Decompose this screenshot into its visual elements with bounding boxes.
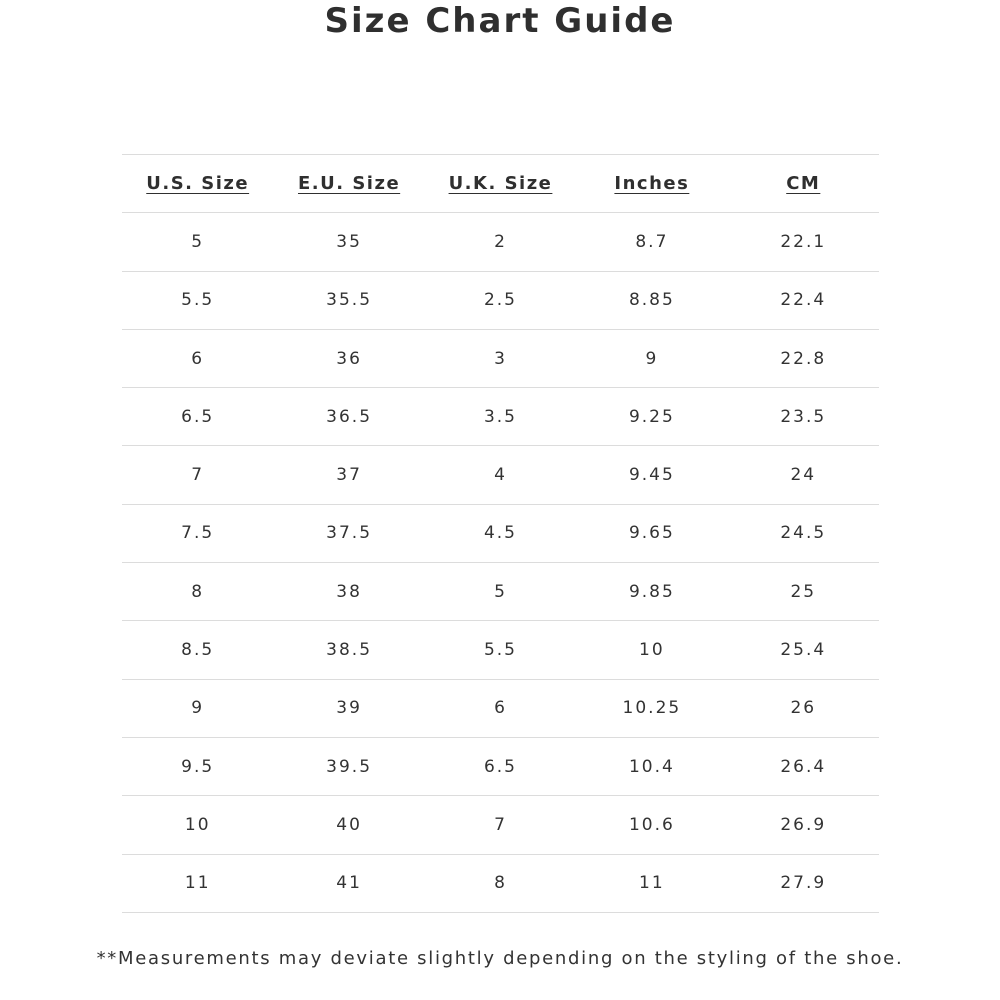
- header-inches: Inches: [576, 155, 727, 213]
- cell-uk-size: 6.5: [425, 737, 576, 795]
- table-row: [122, 737, 879, 795]
- cell-inches: 9.25: [576, 388, 727, 446]
- page-title: Size Chart Guide: [324, 1, 676, 41]
- cell-inches: 8.85: [576, 271, 727, 329]
- cell-uk-size: 6: [425, 679, 576, 737]
- cell-us-size: 9: [122, 679, 273, 737]
- cell-eu-size: 37.5: [273, 504, 424, 562]
- cell-eu-size: 35.5: [273, 271, 424, 329]
- cell-inches: 8.7: [576, 213, 727, 271]
- cell-us-size: 9.5: [122, 737, 273, 795]
- table-row: [122, 679, 879, 737]
- cell-us-size: 6.5: [122, 388, 273, 446]
- cell-us-size: 5: [122, 213, 273, 271]
- header-us-size: U.S. Size: [122, 155, 273, 213]
- cell-us-size: 11: [122, 854, 273, 912]
- cell-cm: 22.4: [728, 271, 879, 329]
- table-row: [122, 446, 879, 504]
- cell-us-size: 6: [122, 329, 273, 387]
- cell-inches: 9.85: [576, 563, 727, 621]
- cell-cm: 23.5: [728, 388, 879, 446]
- table-row: [122, 271, 879, 329]
- cell-eu-size: 36.5: [273, 388, 424, 446]
- cell-us-size: 8.5: [122, 621, 273, 679]
- cell-eu-size: 35: [273, 213, 424, 271]
- measurement-footnote: **Measurements may deviate slightly depending on the styling of the shoe.: [96, 948, 904, 969]
- cell-inches: 9: [576, 329, 727, 387]
- cell-cm: 25.4: [728, 621, 879, 679]
- cell-inches: 11: [576, 854, 727, 912]
- cell-eu-size: 41: [273, 854, 424, 912]
- table-row: [122, 796, 879, 854]
- table-row: [122, 388, 879, 446]
- cell-inches: 10.25: [576, 679, 727, 737]
- cell-eu-size: 37: [273, 446, 424, 504]
- cell-cm: 26.4: [728, 737, 879, 795]
- header-eu-size: E.U. Size: [273, 155, 424, 213]
- cell-cm: 24: [728, 446, 879, 504]
- cell-cm: 26: [728, 679, 879, 737]
- cell-uk-size: 2: [425, 213, 576, 271]
- cell-eu-size: 38.5: [273, 621, 424, 679]
- cell-uk-size: 5: [425, 563, 576, 621]
- cell-us-size: 5.5: [122, 271, 273, 329]
- cell-cm: 26.9: [728, 796, 879, 854]
- cell-cm: 24.5: [728, 504, 879, 562]
- cell-cm: 22.1: [728, 213, 879, 271]
- cell-eu-size: 36: [273, 329, 424, 387]
- cell-inches: 9.65: [576, 504, 727, 562]
- cell-uk-size: 7: [425, 796, 576, 854]
- cell-uk-size: 2.5: [425, 271, 576, 329]
- size-chart-table: [122, 154, 879, 913]
- cell-cm: 25: [728, 563, 879, 621]
- cell-us-size: 8: [122, 563, 273, 621]
- table-header-row: [122, 155, 879, 213]
- table-row: [122, 213, 879, 271]
- cell-uk-size: 8: [425, 854, 576, 912]
- cell-uk-size: 3: [425, 329, 576, 387]
- cell-inches: 10.6: [576, 796, 727, 854]
- cell-us-size: 7.5: [122, 504, 273, 562]
- cell-eu-size: 38: [273, 563, 424, 621]
- cell-uk-size: 3.5: [425, 388, 576, 446]
- table-body: [122, 213, 879, 913]
- cell-uk-size: 4.5: [425, 504, 576, 562]
- header-cm: CM: [728, 155, 879, 213]
- table-row: [122, 621, 879, 679]
- cell-eu-size: 39: [273, 679, 424, 737]
- cell-eu-size: 39.5: [273, 737, 424, 795]
- cell-cm: 27.9: [728, 854, 879, 912]
- cell-eu-size: 40: [273, 796, 424, 854]
- cell-inches: 10: [576, 621, 727, 679]
- cell-cm: 22.8: [728, 329, 879, 387]
- table-row: [122, 329, 879, 387]
- cell-inches: 10.4: [576, 737, 727, 795]
- cell-uk-size: 4: [425, 446, 576, 504]
- cell-us-size: 7: [122, 446, 273, 504]
- table-row: [122, 563, 879, 621]
- header-uk-size: U.K. Size: [425, 155, 576, 213]
- table-row: [122, 854, 879, 912]
- cell-uk-size: 5.5: [425, 621, 576, 679]
- cell-inches: 9.45: [576, 446, 727, 504]
- table-row: [122, 504, 879, 562]
- cell-us-size: 10: [122, 796, 273, 854]
